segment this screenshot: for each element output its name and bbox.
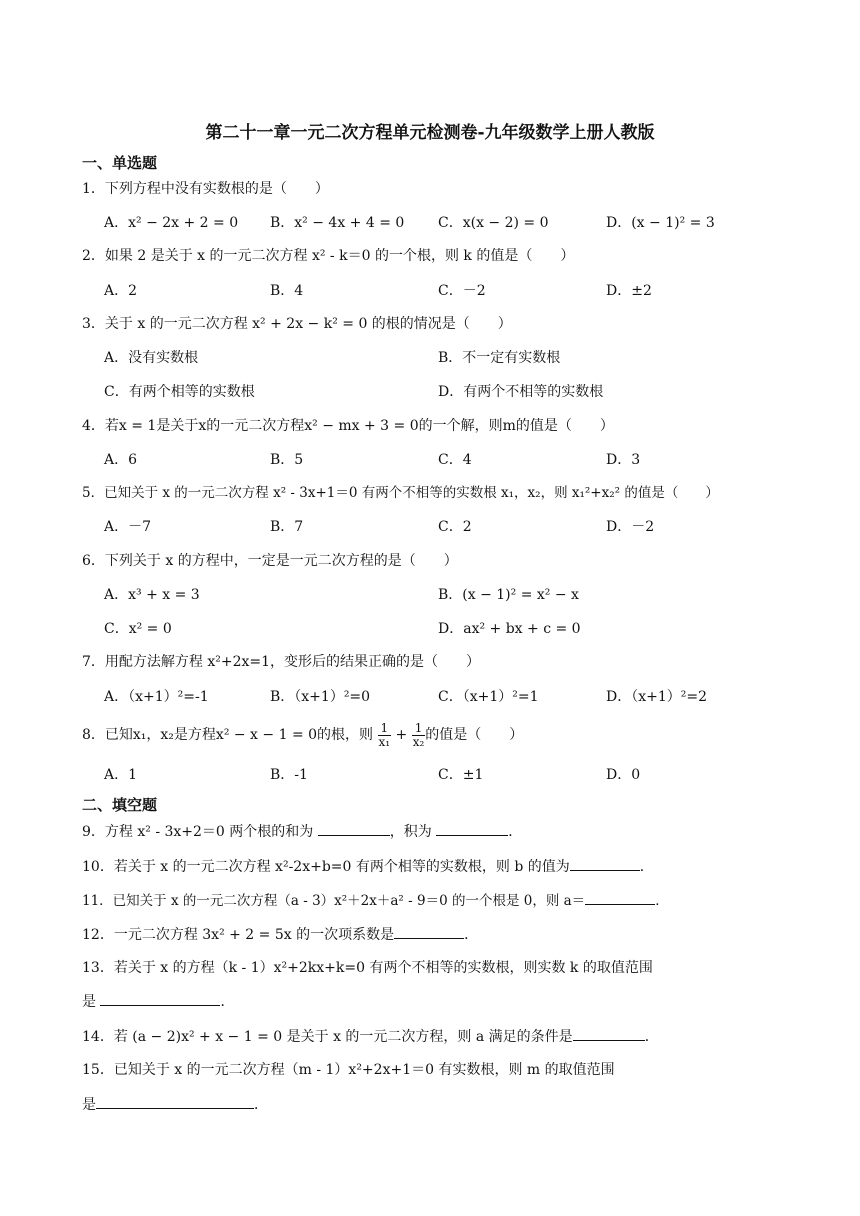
question-5-options: [104, 516, 804, 538]
question-14-text: ．: [644, 1029, 659, 1045]
option-c: C．有两个相等的实数根: [104, 384, 255, 400]
option-d: D．ax² + bx + c = 0: [438, 621, 581, 637]
answer-blank[interactable]: [573, 1026, 645, 1041]
question-8-prefix: 8．已知x₁，x₂是方程x² − x − 1 = 0的根，则: [82, 727, 374, 743]
option-c: C．（x+1）²=1: [438, 689, 539, 705]
option-c: C．±1: [438, 767, 484, 783]
question-12-text: 12．一元二次方程 3x² + 2 = 5x 的一次项系数是: [82, 927, 395, 943]
page-title: 第二十一章一元二次方程单元检测卷-九年级数学上册人教版: [205, 123, 655, 143]
option-b: B．不一定有实数根: [438, 350, 561, 366]
fraction-numerator: 1: [378, 722, 392, 736]
option-a: A．－7: [104, 519, 152, 535]
question-1: 1．下列方程中没有实数根的是（ ）: [82, 181, 329, 197]
question-8-suffix: 的值是（ ）: [425, 727, 524, 743]
option-c: C．4: [438, 452, 472, 468]
fraction-denominator: x₁: [378, 734, 391, 749]
question-13-text: ．: [220, 994, 235, 1010]
question-12-text: ．: [464, 927, 479, 943]
fraction-denominator: x₂: [412, 734, 425, 749]
fraction-1: [378, 722, 392, 749]
question-15-continued: [82, 1094, 268, 1115]
fraction-numerator: 1: [412, 722, 426, 736]
section-fill-blank: 二、填空题: [82, 796, 158, 814]
question-3-options-row1: [104, 347, 804, 369]
option-d: D．有两个不相等的实数根: [438, 384, 604, 400]
question-12: [82, 924, 478, 945]
option-c: C．－2: [438, 283, 486, 299]
question-11: [82, 890, 669, 911]
question-11-text: 11．已知关于 x 的一元二次方程（a - 3）x²＋2x＋a² - 9＝0 的一个根是 0，则 a＝: [82, 893, 586, 909]
answer-blank[interactable]: [436, 821, 508, 836]
option-a: A．没有实数根: [104, 350, 199, 366]
question-9-text: ．: [508, 824, 523, 840]
question-9: [82, 821, 522, 842]
question-13: 13．若关于 x 的方程（k - 1）x²+2kx+k=0 有两个不相等的实数根，则实数 k 的取值范围: [82, 960, 653, 976]
question-1-options: [104, 212, 804, 234]
option-d: D．3: [606, 452, 641, 468]
question-15-text: 是: [82, 1097, 96, 1113]
answer-blank[interactable]: [100, 991, 220, 1006]
question-10: [82, 856, 654, 877]
answer-blank[interactable]: [96, 1094, 254, 1109]
option-d: D．0: [606, 767, 641, 783]
question-15-text: ．: [254, 1097, 268, 1113]
question-6-options-row2: [104, 618, 804, 640]
question-7-options: [104, 686, 804, 708]
question-10-text: ．: [639, 859, 654, 875]
option-b: B．7: [270, 519, 304, 535]
option-b: B．4: [270, 283, 304, 299]
question-5: 5．已知关于 x 的一元二次方程 x² - 3x+1＝0 有两个不相等的实数根 x₁，x₂，则 x₁²+x₂² 的值是（ ）: [82, 485, 719, 501]
question-2-options: [104, 280, 804, 302]
option-d: D．（x+1）²=2: [606, 689, 708, 705]
option-c: C．x(x − 2) = 0: [438, 215, 549, 231]
question-3: 3．关于 x 的一元二次方程 x² + 2x − k² = 0 的根的情况是（ ）: [82, 316, 512, 332]
answer-blank[interactable]: [585, 890, 655, 905]
question-13-continued: [82, 991, 234, 1012]
plus-sign: +: [391, 727, 412, 743]
answer-blank[interactable]: [394, 924, 464, 939]
option-d: D．(x − 1)² = 3: [606, 215, 715, 231]
option-a: A．1: [104, 767, 138, 783]
option-b: B．(x − 1)² = x² − x: [438, 587, 579, 603]
question-7: 7．用配方法解方程 x²+2x=1，变形后的结果正确的是（ ）: [82, 654, 481, 670]
option-c: C．2: [438, 519, 472, 535]
question-14-text: 14．若 (a − 2)x² + x − 1 = 0 是关于 x 的一元二次方程，则 a 满足的条件是: [82, 1029, 573, 1045]
option-a: A．x² − 2x + 2 = 0: [104, 215, 239, 231]
question-15: 15．已知关于 x 的一元二次方程（m - 1）x²+2x+1＝0 有实数根，则 m 的取值范围: [82, 1062, 615, 1078]
question-9-text: ，积为: [389, 824, 437, 840]
option-a: A．2: [104, 283, 138, 299]
answer-blank[interactable]: [570, 856, 640, 871]
option-b: B．-1: [270, 767, 308, 783]
question-6-options-row1: [104, 584, 804, 606]
question-3-options-row2: [104, 381, 804, 403]
option-c: C．x² = 0: [104, 621, 172, 637]
question-10-text: 10．若关于 x 的一元二次方程 x²-2x+b=0 有两个相等的实数根，则 b 的值为: [82, 859, 570, 875]
question-11-text: ．: [655, 893, 669, 909]
question-8: [82, 718, 523, 752]
fraction-2: [412, 722, 426, 749]
question-4-options: [104, 449, 804, 471]
question-4: 4．若x = 1是关于x的一元二次方程x² − mx + 3 = 0的一个解，则m的值是（ ）: [82, 418, 614, 434]
option-a: A．（x+1）²=-1: [104, 689, 209, 705]
option-a: A．6: [104, 452, 138, 468]
question-9-text: 9．方程 x² - 3x+2＝0 两个根的和为: [82, 824, 318, 840]
section-single-choice: 一、单选题: [82, 154, 158, 172]
option-b: B．（x+1）²=0: [270, 689, 371, 705]
question-6: 6．下列关于 x 的方程中，一定是一元二次方程的是（ ）: [82, 553, 458, 569]
question-8-options: [104, 764, 804, 786]
question-13-text: 是: [82, 994, 101, 1010]
option-d: D．－2: [606, 519, 655, 535]
question-2: 2．如果 2 是关于 x 的一元二次方程 x² - k＝0 的一个根，则 k 的值是（ ）: [82, 248, 575, 264]
option-a: A．x³ + x = 3: [104, 587, 200, 603]
question-14: [82, 1026, 659, 1047]
option-b: B．x² − 4x + 4 = 0: [270, 215, 405, 231]
option-b: B．5: [270, 452, 304, 468]
option-d: D．±2: [606, 283, 652, 299]
answer-blank[interactable]: [318, 821, 390, 836]
